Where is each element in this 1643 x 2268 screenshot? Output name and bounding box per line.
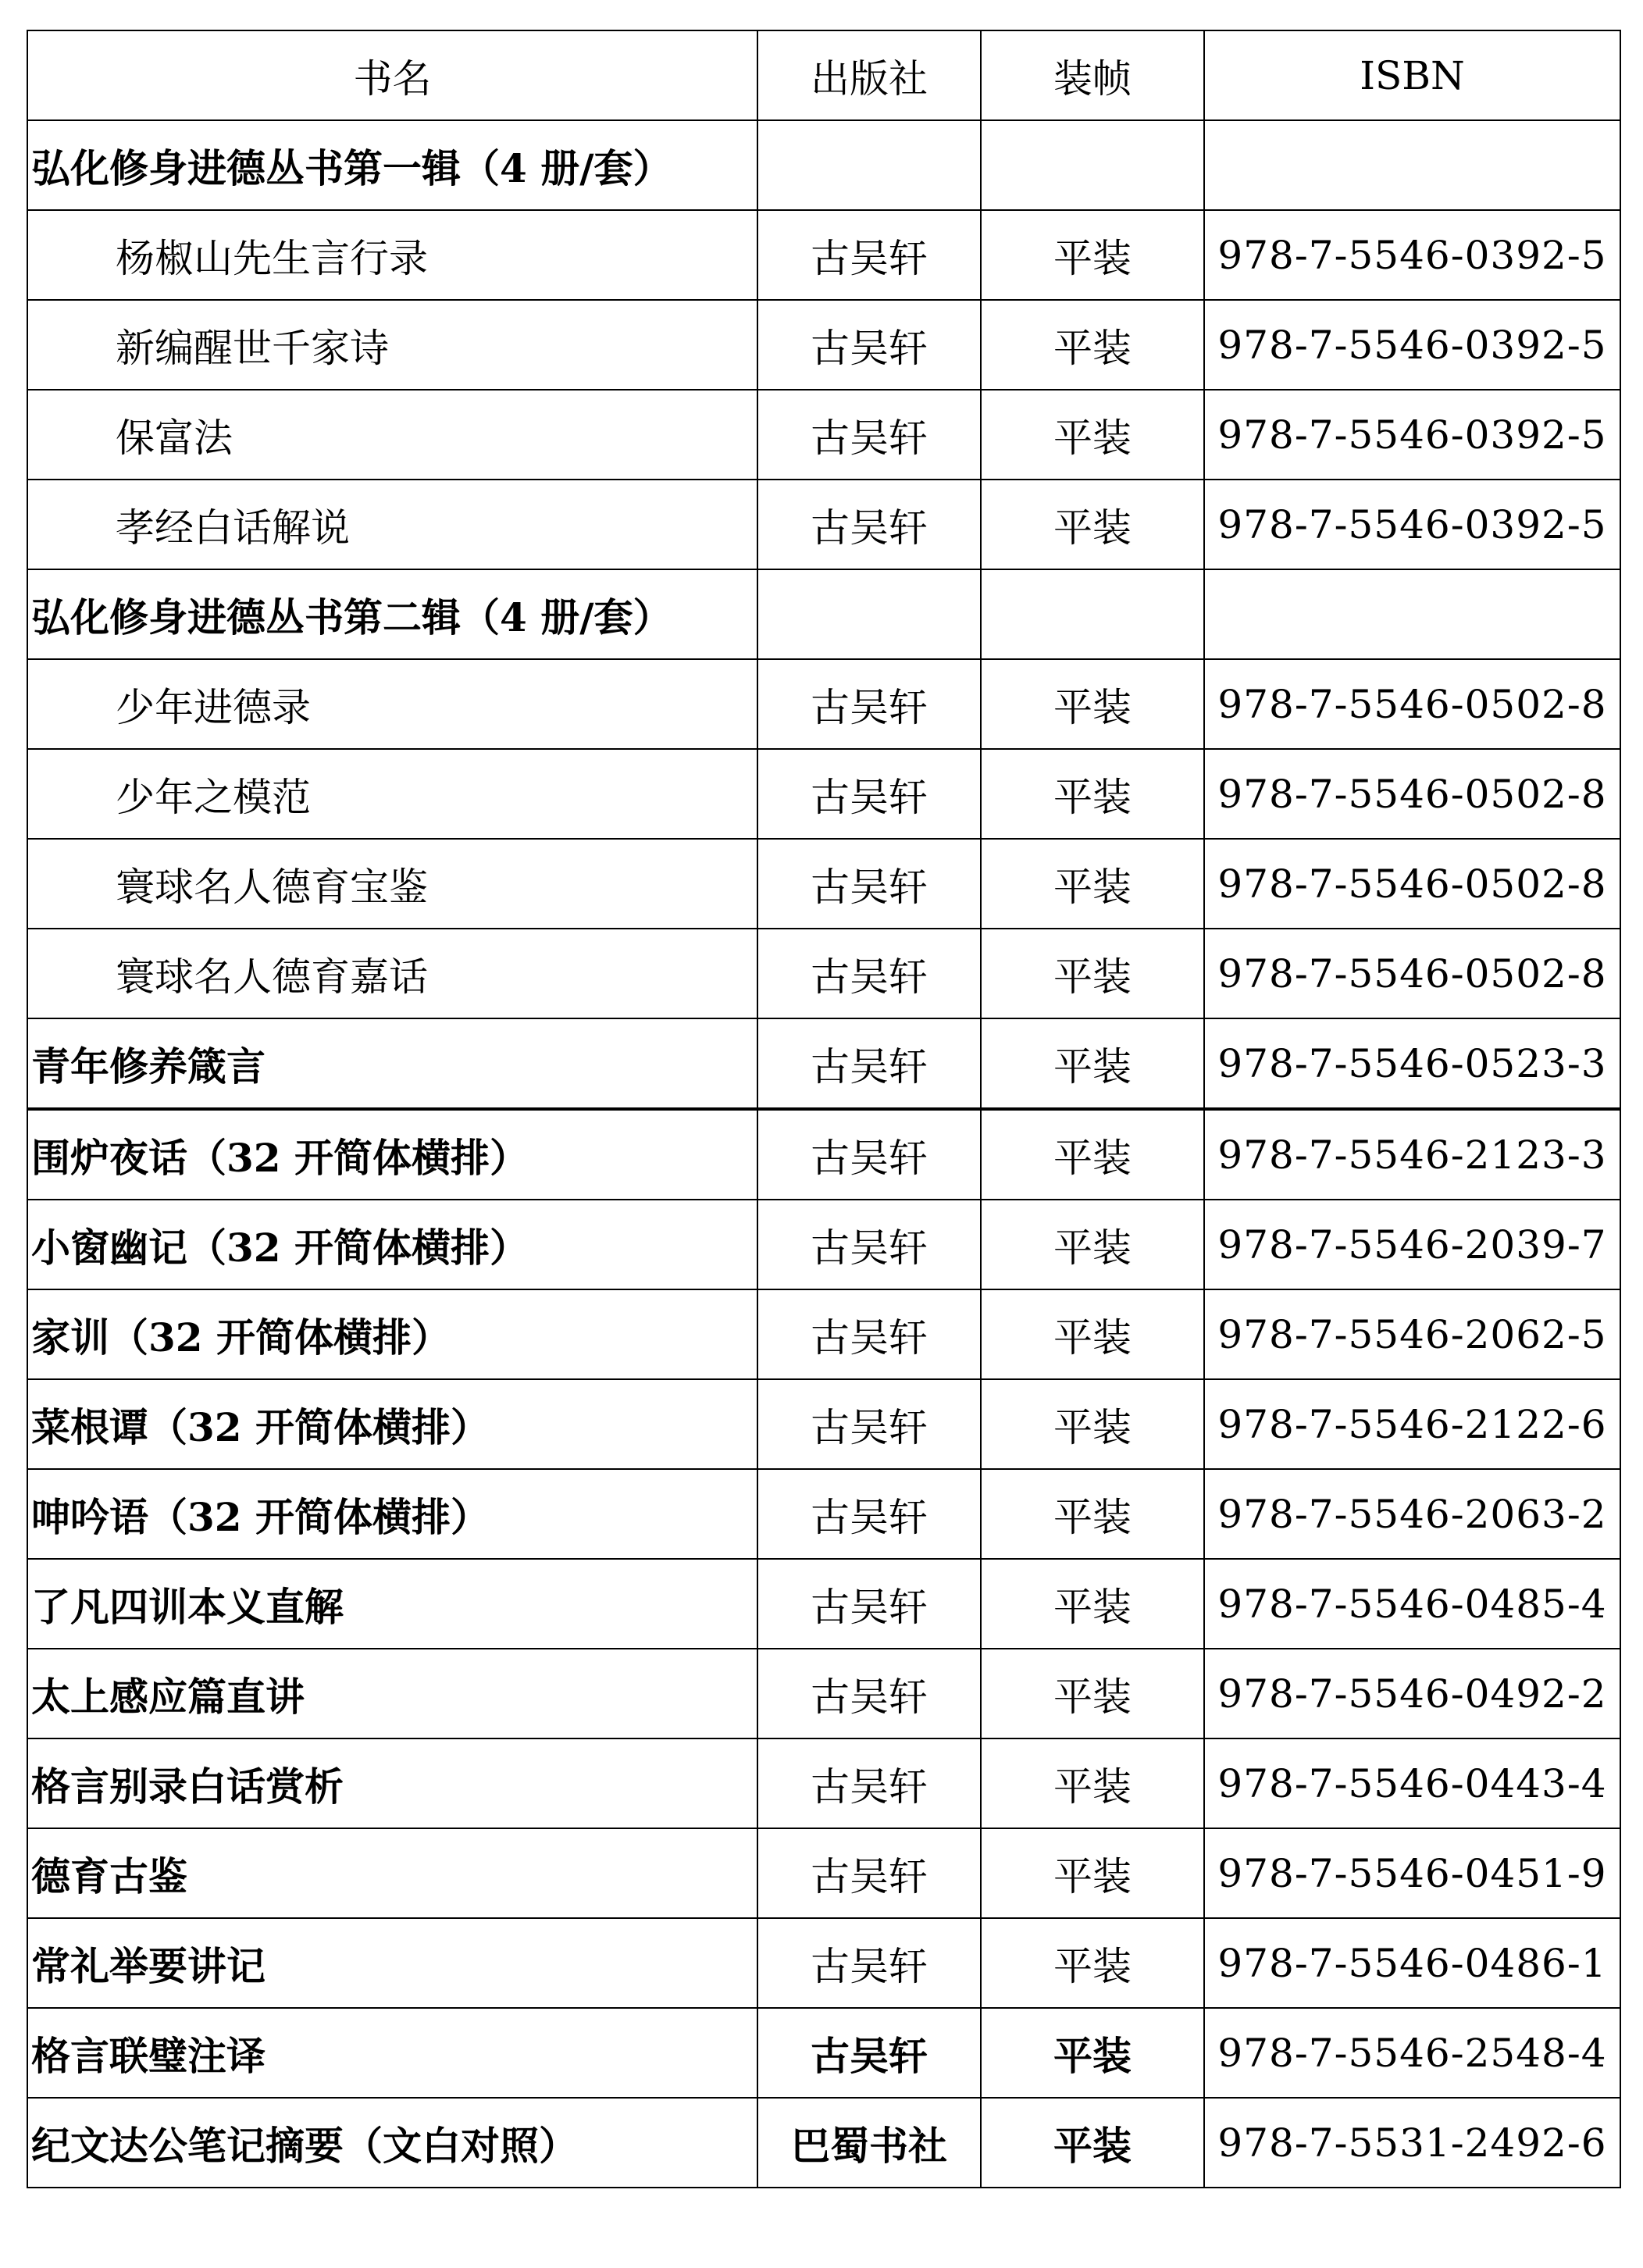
table-row: [27, 2098, 1620, 2188]
publisher-cell: 古吴轩: [757, 1109, 981, 1200]
binding-cell: 平装: [981, 1289, 1204, 1379]
book-title-cell: 小窗幽记（32 开简体横排）: [27, 1200, 757, 1289]
table-row: [27, 1109, 1620, 1200]
table-group-row: [27, 120, 1620, 210]
binding-cell: [981, 120, 1204, 210]
book-title-cell: 弘化修身进德丛书第二辑（4 册/套）: [27, 569, 757, 659]
book-list-table: [27, 30, 1621, 2188]
publisher-cell: 古吴轩: [757, 210, 981, 300]
binding-cell: 平装: [981, 1469, 1204, 1559]
binding-cell: 平装: [981, 1649, 1204, 1738]
book-title-cell: 少年进德录: [27, 659, 757, 749]
book-title-cell: 了凡四训本义直解: [27, 1559, 757, 1649]
publisher-cell: 古吴轩: [757, 659, 981, 749]
book-title-cell: 新编醒世千家诗: [27, 300, 757, 390]
table-row: [27, 390, 1620, 480]
binding-cell: 平装: [981, 659, 1204, 749]
table-row: [27, 1918, 1620, 2008]
table-row: [27, 1738, 1620, 1828]
book-title-cell: 太上感应篇直讲: [27, 1649, 757, 1738]
book-title-cell: 寰球名人德育宝鉴: [27, 839, 757, 929]
isbn-cell: 978-7-5546-2062-5: [1204, 1289, 1620, 1379]
table-row: [27, 1559, 1620, 1649]
table-row: [27, 839, 1620, 929]
isbn-cell: 978-7-5546-0523-3: [1204, 1018, 1620, 1109]
table-row: [27, 1018, 1620, 1109]
book-title-cell: 格言联璧注译: [27, 2008, 757, 2098]
isbn-cell: 978-7-5546-2063-2: [1204, 1469, 1620, 1559]
table-row: [27, 1469, 1620, 1559]
publisher-cell: 古吴轩: [757, 1738, 981, 1828]
isbn-cell: 978-7-5546-0392-5: [1204, 210, 1620, 300]
book-title-cell: 呻吟语（32 开简体横排）: [27, 1469, 757, 1559]
isbn-cell: 978-7-5546-0443-4: [1204, 1738, 1620, 1828]
book-title-cell: 保富法: [27, 390, 757, 480]
table-row: [27, 659, 1620, 749]
binding-cell: 平装: [981, 929, 1204, 1018]
isbn-cell: [1204, 569, 1620, 659]
publisher-cell: 古吴轩: [757, 749, 981, 839]
binding-cell: 平装: [981, 839, 1204, 929]
binding-cell: 平装: [981, 1379, 1204, 1469]
binding-cell: 平装: [981, 210, 1204, 300]
header-isbn: ISBN: [1204, 30, 1620, 120]
header-binding: 装帧: [981, 30, 1204, 120]
publisher-cell: 古吴轩: [757, 839, 981, 929]
table-row: [27, 1379, 1620, 1469]
book-title-cell: 常礼举要讲记: [27, 1918, 757, 2008]
book-title-cell: 杨椒山先生言行录: [27, 210, 757, 300]
book-title-cell: 德育古鉴: [27, 1828, 757, 1918]
isbn-cell: 978-7-5531-2492-6: [1204, 2098, 1620, 2188]
binding-cell: 平装: [981, 1738, 1204, 1828]
publisher-cell: 古吴轩: [757, 1918, 981, 2008]
book-title-cell: 弘化修身进德丛书第一辑（4 册/套）: [27, 120, 757, 210]
isbn-cell: 978-7-5546-2122-6: [1204, 1379, 1620, 1469]
table-row: [27, 929, 1620, 1018]
isbn-cell: 978-7-5546-2548-4: [1204, 2008, 1620, 2098]
table-row: [27, 2008, 1620, 2098]
publisher-cell: 古吴轩: [757, 1559, 981, 1649]
publisher-cell: 古吴轩: [757, 1469, 981, 1559]
book-title-cell: 菜根谭（32 开简体横排）: [27, 1379, 757, 1469]
isbn-cell: 978-7-5546-0502-8: [1204, 929, 1620, 1018]
isbn-cell: 978-7-5546-0502-8: [1204, 839, 1620, 929]
table-row: [27, 749, 1620, 839]
isbn-cell: 978-7-5546-0492-2: [1204, 1649, 1620, 1738]
binding-cell: 平装: [981, 1018, 1204, 1109]
publisher-cell: 古吴轩: [757, 390, 981, 480]
publisher-cell: [757, 120, 981, 210]
isbn-cell: 978-7-5546-2039-7: [1204, 1200, 1620, 1289]
table-body: [27, 120, 1620, 2188]
table-group-row: [27, 569, 1620, 659]
table-row: [27, 480, 1620, 569]
binding-cell: 平装: [981, 1109, 1204, 1200]
publisher-cell: 古吴轩: [757, 1200, 981, 1289]
publisher-cell: 古吴轩: [757, 1379, 981, 1469]
publisher-cell: 古吴轩: [757, 2008, 981, 2098]
binding-cell: 平装: [981, 1559, 1204, 1649]
book-title-cell: 孝经白话解说: [27, 480, 757, 569]
isbn-cell: 978-7-5546-0451-9: [1204, 1828, 1620, 1918]
table-row: [27, 1828, 1620, 1918]
binding-cell: [981, 569, 1204, 659]
header-title: 书名: [27, 30, 757, 120]
publisher-cell: 古吴轩: [757, 1649, 981, 1738]
table-row: [27, 210, 1620, 300]
binding-cell: 平装: [981, 300, 1204, 390]
book-title-cell: 格言别录白话赏析: [27, 1738, 757, 1828]
binding-cell: 平装: [981, 749, 1204, 839]
table-row: [27, 300, 1620, 390]
isbn-cell: 978-7-5546-0486-1: [1204, 1918, 1620, 2008]
book-title-cell: 青年修养箴言: [27, 1018, 757, 1109]
book-title-cell: 围炉夜话（32 开简体横排）: [27, 1109, 757, 1200]
binding-cell: 平装: [981, 480, 1204, 569]
publisher-cell: 古吴轩: [757, 480, 981, 569]
book-title-cell: 寰球名人德育嘉话: [27, 929, 757, 1018]
publisher-cell: 古吴轩: [757, 929, 981, 1018]
isbn-cell: 978-7-5546-0392-5: [1204, 300, 1620, 390]
binding-cell: 平装: [981, 2008, 1204, 2098]
isbn-cell: 978-7-5546-0502-8: [1204, 749, 1620, 839]
isbn-cell: 978-7-5546-0502-8: [1204, 659, 1620, 749]
table-row: [27, 1649, 1620, 1738]
isbn-cell: [1204, 120, 1620, 210]
book-title-cell: 纪文达公笔记摘要（文白对照）: [27, 2098, 757, 2188]
publisher-cell: 古吴轩: [757, 300, 981, 390]
binding-cell: 平装: [981, 1200, 1204, 1289]
header-publisher: 出版社: [757, 30, 981, 120]
binding-cell: 平装: [981, 1828, 1204, 1918]
isbn-cell: 978-7-5546-2123-3: [1204, 1109, 1620, 1200]
binding-cell: 平装: [981, 1918, 1204, 2008]
book-title-cell: 少年之模范: [27, 749, 757, 839]
publisher-cell: [757, 569, 981, 659]
table-row: [27, 1200, 1620, 1289]
publisher-cell: 古吴轩: [757, 1018, 981, 1109]
isbn-cell: 978-7-5546-0485-4: [1204, 1559, 1620, 1649]
publisher-cell: 古吴轩: [757, 1289, 981, 1379]
isbn-cell: 978-7-5546-0392-5: [1204, 480, 1620, 569]
binding-cell: 平装: [981, 390, 1204, 480]
table-row: [27, 1289, 1620, 1379]
binding-cell: 平装: [981, 2098, 1204, 2188]
publisher-cell: 巴蜀书社: [757, 2098, 981, 2188]
header-row: [27, 30, 1620, 120]
publisher-cell: 古吴轩: [757, 1828, 981, 1918]
isbn-cell: 978-7-5546-0392-5: [1204, 390, 1620, 480]
book-title-cell: 家训（32 开简体横排）: [27, 1289, 757, 1379]
